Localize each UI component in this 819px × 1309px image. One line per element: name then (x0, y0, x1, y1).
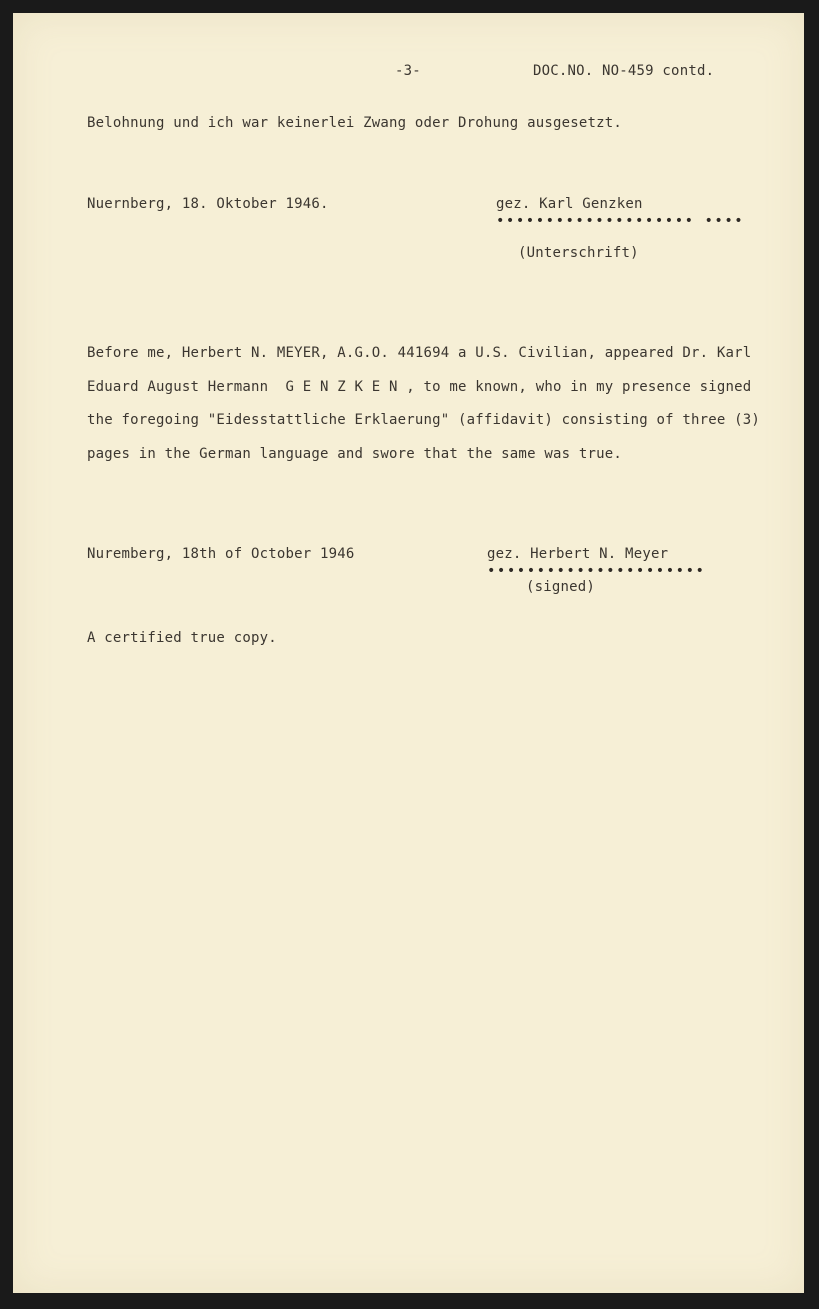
english-signature: gez. Herbert N. Meyer (487, 546, 669, 562)
german-closing-line: Belohnung und ich war keinerlei Zwang oder Drohung ausgesetzt. (87, 115, 622, 131)
english-signature-caption: (signed) (526, 579, 596, 595)
german-signature: gez. Karl Genzken (496, 196, 643, 212)
affidavit-line-2: Eduard August Hermann G E N Z K E N , to me known, who in my presence signed (87, 379, 752, 395)
german-signature-line: •••••••••••••••••••• •••• (496, 213, 745, 229)
affidavit-line-4: pages in the German language and swore that the same was true. (87, 446, 622, 462)
page-number: -3- (395, 63, 421, 79)
german-place-date: Nuernberg, 18. Oktober 1946. (87, 196, 329, 212)
document-reference: DOC.NO. NO-459 contd. (533, 63, 715, 79)
german-signature-caption: (Unterschrift) (518, 245, 639, 261)
certification-line: A certified true copy. (87, 630, 277, 646)
affidavit-line-1: Before me, Herbert N. MEYER, A.G.O. 441694 a U.S. Civilian, appeared Dr. Karl (87, 345, 752, 361)
affidavit-line-3: the foregoing "Eidesstattliche Erklaerung" (affidavit) consisting of three (3) (87, 412, 761, 428)
document-page (13, 13, 804, 1293)
english-signature-line: •••••••••••••••••••••• (487, 563, 706, 579)
english-place-date: Nuremberg, 18th of October 1946 (87, 546, 355, 562)
